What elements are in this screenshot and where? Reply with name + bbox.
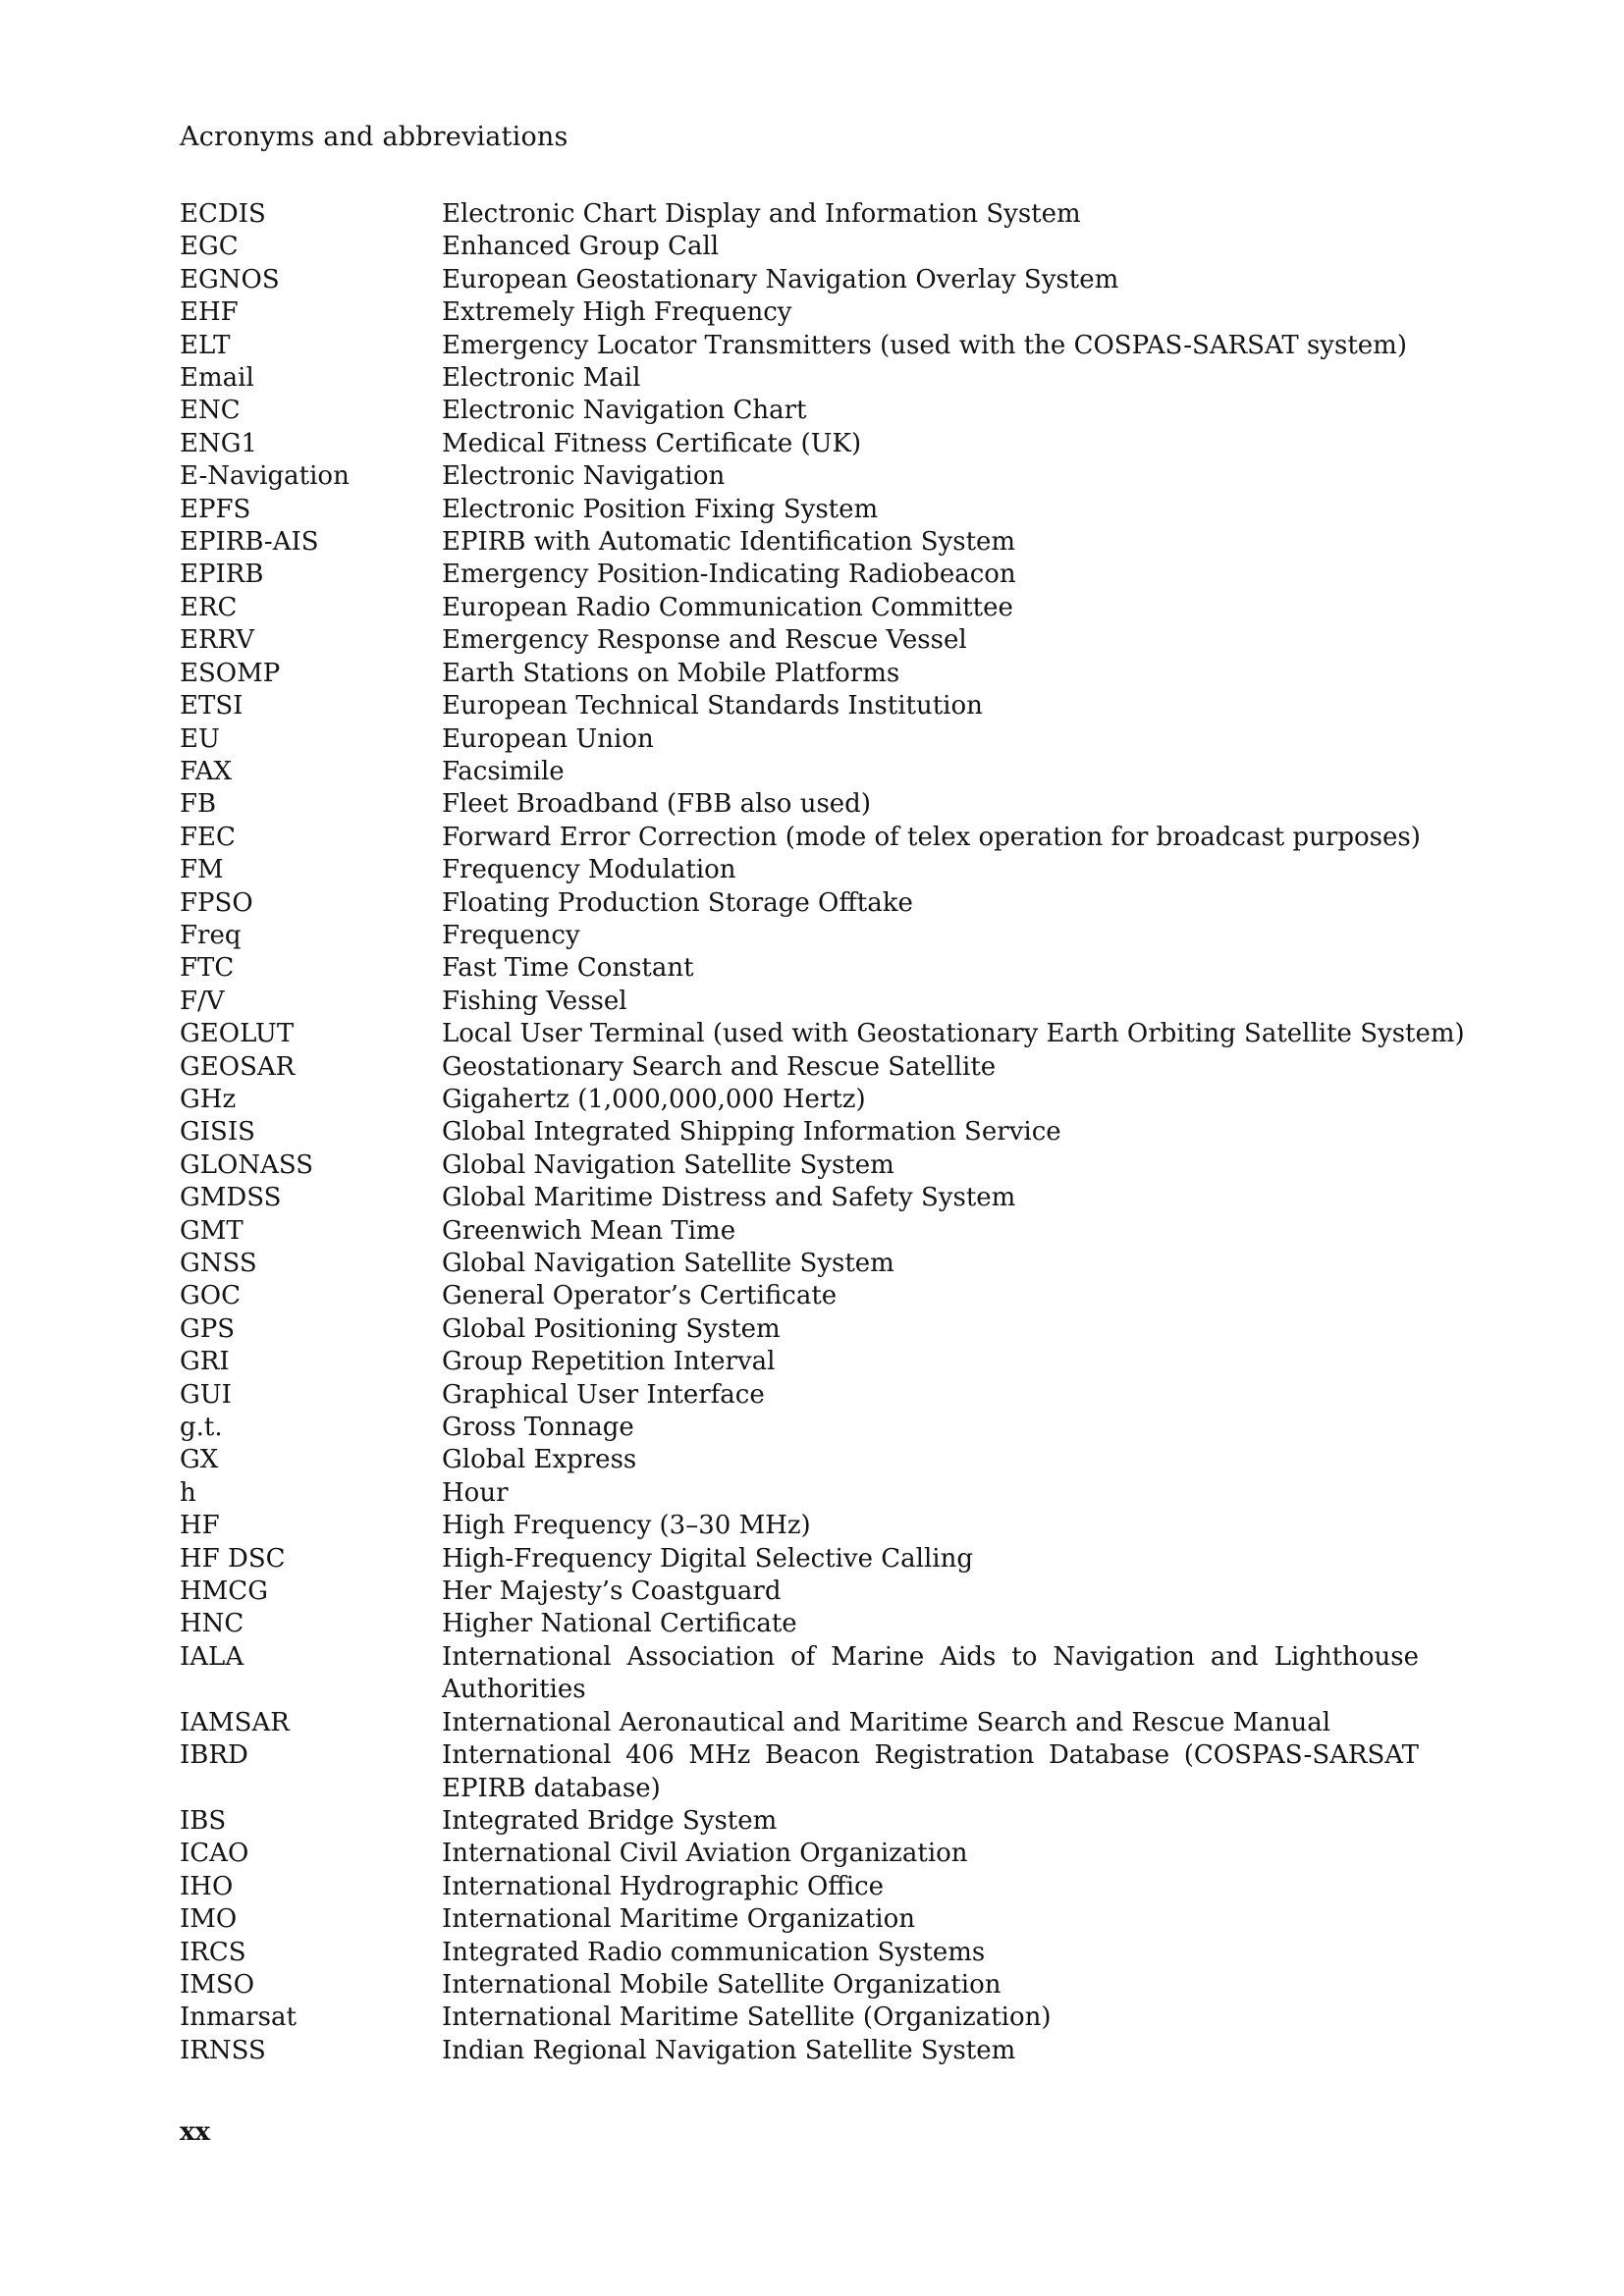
acronym-entry <box>180 690 1422 722</box>
acronym-term: IBS <box>180 1805 227 1836</box>
acronym-term: HNC <box>180 1609 244 1639</box>
acronym-entry <box>180 1608 1422 1640</box>
acronym-definition: International Maritime Organization <box>442 1904 916 1935</box>
acronym-definition: International Hydrographic Office <box>442 1871 885 1901</box>
acronym-entry <box>180 1182 1422 1214</box>
acronym-definition: Her Majesty’s Coastguard <box>442 1576 782 1607</box>
acronym-definition: Global Navigation Satellite System <box>442 1149 894 1180</box>
acronym-term: ERRV <box>180 625 254 656</box>
acronym-entry <box>180 362 1422 395</box>
acronym-entry <box>180 986 1422 1018</box>
acronym-term: GUI <box>180 1379 232 1410</box>
acronym-definition: Enhanced Group Call <box>442 232 720 262</box>
acronym-definition: Medical Fitness Certificate (UK) <box>442 428 862 458</box>
acronym-entry <box>180 756 1422 788</box>
acronym-entry <box>180 330 1422 362</box>
acronym-entry <box>180 231 1422 263</box>
acronym-definition: Higher National Certificate <box>442 1609 797 1639</box>
acronym-entry <box>180 1215 1422 1248</box>
acronym-definition: International Civil Aviation Organization <box>442 1839 968 1869</box>
acronym-entry <box>180 1051 1422 1084</box>
acronym-term: ENC <box>180 396 241 426</box>
acronym-term: GNSS <box>180 1249 257 1278</box>
acronym-term: GLONASS <box>180 1149 314 1180</box>
acronym-definition: Fleet Broadband (FBB also used) <box>442 789 871 820</box>
page-title: Acronyms and abbreviations <box>180 122 568 152</box>
acronym-definition: Electronic Chart Display and Information System <box>442 199 1081 229</box>
acronym-entry <box>180 296 1422 329</box>
acronym-term: IHO <box>180 1871 234 1901</box>
acronym-term: Inmarsat <box>180 2002 297 2033</box>
acronym-entry <box>180 1543 1422 1575</box>
acronym-definition: International Maritime Satellite (Organization) <box>442 2002 1052 2033</box>
acronym-definition: Frequency Modulation <box>442 855 736 885</box>
acronym-entry <box>180 887 1422 920</box>
acronym-entry <box>180 952 1422 985</box>
acronym-definition: Hour <box>442 1477 509 1508</box>
acronym-entry <box>180 494 1422 526</box>
acronym-term: IMSO <box>180 1969 255 2000</box>
acronym-definition: European Geostationary Navigation Overlay System <box>442 264 1119 294</box>
acronym-definition: Global Positioning System <box>442 1313 781 1344</box>
acronym-entry <box>180 2002 1422 2034</box>
acronym-definition: International Association of Marine Aids to Navigation and Lighthouse Authorities <box>442 1641 1419 1705</box>
acronym-term: ICAO <box>180 1839 249 1869</box>
acronym-entry <box>180 198 1422 231</box>
acronym-list <box>180 198 1465 2067</box>
acronym-definition: Global Express <box>442 1445 637 1475</box>
acronym-term: FPSO <box>180 887 253 918</box>
acronym-definition: Electronic Navigation <box>442 461 726 492</box>
acronym-definition: High Frequency (3–30 MHz) <box>442 1511 811 1541</box>
acronym-entry <box>180 1903 1422 1936</box>
acronym-entry <box>180 1149 1422 1182</box>
acronym-definition: Earth Stations on Mobile Platforms <box>442 658 900 688</box>
acronym-term: IRCS <box>180 1937 246 1967</box>
acronym-term: IAMSAR <box>180 1707 290 1737</box>
acronym-term: HF <box>180 1511 220 1541</box>
acronym-entry <box>180 1116 1422 1148</box>
acronym-entry <box>180 1641 1422 1707</box>
acronym-term: EPIRB-AIS <box>180 527 319 558</box>
acronym-term: FM <box>180 855 224 885</box>
acronym-definition: Electronic Navigation Chart <box>442 396 807 426</box>
acronym-definition: Fishing Vessel <box>442 986 627 1016</box>
acronym-definition: Indian Regional Navigation Satellite System <box>442 2035 1016 2065</box>
acronym-definition: Gross Tonnage <box>442 1413 634 1443</box>
acronym-definition: Floating Production Storage Offtake <box>442 887 913 918</box>
acronym-term: EGC <box>180 232 239 262</box>
acronym-term: IALA <box>180 1641 244 1672</box>
acronym-term: EGNOS <box>180 264 280 294</box>
acronym-definition: Greenwich Mean Time <box>442 1215 736 1246</box>
acronym-entry <box>180 624 1422 657</box>
acronym-definition: International Mobile Satellite Organization <box>442 1969 1001 2000</box>
acronym-term: EPIRB <box>180 560 264 590</box>
acronym-entry <box>180 592 1422 624</box>
acronym-definition: Emergency Locator Transmitters (used with the COSPAS-SARSAT system) <box>442 330 1407 360</box>
acronym-term: E-Navigation <box>180 461 350 492</box>
acronym-definition: Graphical User Interface <box>442 1379 765 1410</box>
acronym-term: FAX <box>180 756 233 786</box>
acronym-term: ELT <box>180 330 231 360</box>
acronym-term: ETSI <box>180 691 244 721</box>
acronym-entry <box>180 1379 1422 1412</box>
acronym-entry <box>180 723 1422 756</box>
acronym-definition: Fast Time Constant <box>442 953 694 984</box>
acronym-entry <box>180 428 1422 460</box>
acronym-entry <box>180 1805 1422 1838</box>
acronym-entry <box>180 1280 1422 1312</box>
acronym-entry <box>180 854 1422 886</box>
acronym-term: GMT <box>180 1215 244 1246</box>
acronym-term: GX <box>180 1445 219 1475</box>
acronym-term: FTC <box>180 953 235 984</box>
acronym-term: EHF <box>180 297 239 328</box>
page-number: xx <box>180 2117 211 2147</box>
acronym-term: ECDIS <box>180 199 266 229</box>
acronym-entry <box>180 1937 1422 1969</box>
acronym-entry <box>180 1969 1422 2002</box>
acronym-definition: Global Integrated Shipping Information Service <box>442 1117 1061 1148</box>
acronym-term: h <box>180 1477 196 1508</box>
acronym-definition: International 406 MHz Beacon Registration Database (COSPAS-SARSAT EPIRB database) <box>442 1740 1419 1803</box>
acronym-term: GHz <box>180 1084 237 1114</box>
acronym-term: GOC <box>180 1281 241 1311</box>
acronym-entry <box>180 1346 1422 1378</box>
acronym-definition: Electronic Mail <box>442 363 641 394</box>
acronym-term: IRNSS <box>180 2035 266 2065</box>
acronym-term: ESOMP <box>180 658 281 688</box>
acronym-term: GEOSAR <box>180 1051 296 1082</box>
acronym-entry <box>180 1018 1465 1050</box>
acronym-definition: Local User Terminal (used with Geostationary Earth Orbiting Satellite System) <box>442 1019 1465 1049</box>
acronym-term: Email <box>180 363 254 394</box>
acronym-term: g.t. <box>180 1413 223 1443</box>
acronym-entry <box>180 1510 1422 1542</box>
acronym-term: FEC <box>180 822 236 852</box>
acronym-entry <box>180 2035 1422 2067</box>
acronym-term: FB <box>180 789 217 820</box>
acronym-entry <box>180 788 1422 821</box>
acronym-entry <box>180 1248 1422 1280</box>
acronym-definition: Electronic Position Fixing System <box>442 494 879 524</box>
acronym-entry <box>180 1477 1422 1510</box>
acronym-definition: Integrated Radio communication Systems <box>442 1937 986 1967</box>
acronym-definition: Extremely High Frequency <box>442 297 792 328</box>
acronym-entry <box>180 1444 1422 1476</box>
acronym-definition: Geostationary Search and Rescue Satellite <box>442 1051 997 1082</box>
acronym-definition: Global Maritime Distress and Safety System <box>442 1183 1016 1213</box>
acronym-entry <box>180 559 1422 591</box>
acronym-term: Freq <box>180 920 242 950</box>
acronym-definition: General Operator’s Certificate <box>442 1281 838 1311</box>
acronym-definition: Frequency <box>442 920 580 950</box>
acronym-entry <box>180 1707 1422 1739</box>
acronym-term: GMDSS <box>180 1183 282 1213</box>
acronym-entry <box>180 822 1422 854</box>
acronym-term: ERC <box>180 592 238 622</box>
acronym-definition: European Union <box>442 723 654 754</box>
acronym-definition: High-Frequency Digital Selective Calling <box>442 1543 973 1574</box>
acronym-entry <box>180 1838 1422 1870</box>
acronym-entry <box>180 526 1422 559</box>
acronym-term: F/V <box>180 986 225 1016</box>
acronym-entry <box>180 1084 1422 1116</box>
acronym-term: HF DSC <box>180 1543 286 1574</box>
acronym-entry <box>180 658 1422 690</box>
acronym-definition: Emergency Response and Rescue Vessel <box>442 625 967 656</box>
acronym-entry <box>180 264 1422 296</box>
acronym-entry <box>180 1739 1422 1805</box>
acronym-definition: International Aeronautical and Maritime Search and Rescue Manual <box>442 1707 1331 1737</box>
acronym-entry <box>180 920 1422 952</box>
acronym-term: GPS <box>180 1313 236 1344</box>
acronym-definition: EPIRB with Automatic Identification System <box>442 527 1016 558</box>
acronym-definition: Global Navigation Satellite System <box>442 1249 894 1278</box>
acronym-entry <box>180 1871 1422 1903</box>
acronym-definition: Forward Error Correction (mode of telex operation for broadcast purposes) <box>442 822 1421 852</box>
acronym-entry <box>180 395 1422 427</box>
acronym-definition: Facsimile <box>442 756 565 786</box>
acronym-entry <box>180 1412 1422 1444</box>
acronym-entry <box>180 460 1422 493</box>
acronym-term: ENG1 <box>180 428 258 458</box>
acronym-definition: Integrated Bridge System <box>442 1805 778 1836</box>
acronym-term: HMCG <box>180 1576 268 1607</box>
acronym-definition: Gigahertz (1,000,000,000 Hertz) <box>442 1084 866 1114</box>
acronym-term: GISIS <box>180 1117 255 1148</box>
acronym-entry <box>180 1313 1422 1346</box>
acronym-definition: European Radio Communication Committee <box>442 592 1013 622</box>
acronym-definition: European Technical Standards Institution <box>442 691 983 721</box>
acronym-definition: Emergency Position-Indicating Radiobeacon <box>442 560 1016 590</box>
acronym-definition: Group Repetition Interval <box>442 1347 776 1377</box>
acronym-term: IBRD <box>180 1740 248 1771</box>
acronym-term: EU <box>180 723 220 754</box>
acronym-entry <box>180 1575 1422 1608</box>
acronym-term: EPFS <box>180 494 251 524</box>
acronym-term: GEOLUT <box>180 1019 295 1049</box>
acronym-term: GRI <box>180 1347 230 1377</box>
acronym-term: IMO <box>180 1904 238 1935</box>
